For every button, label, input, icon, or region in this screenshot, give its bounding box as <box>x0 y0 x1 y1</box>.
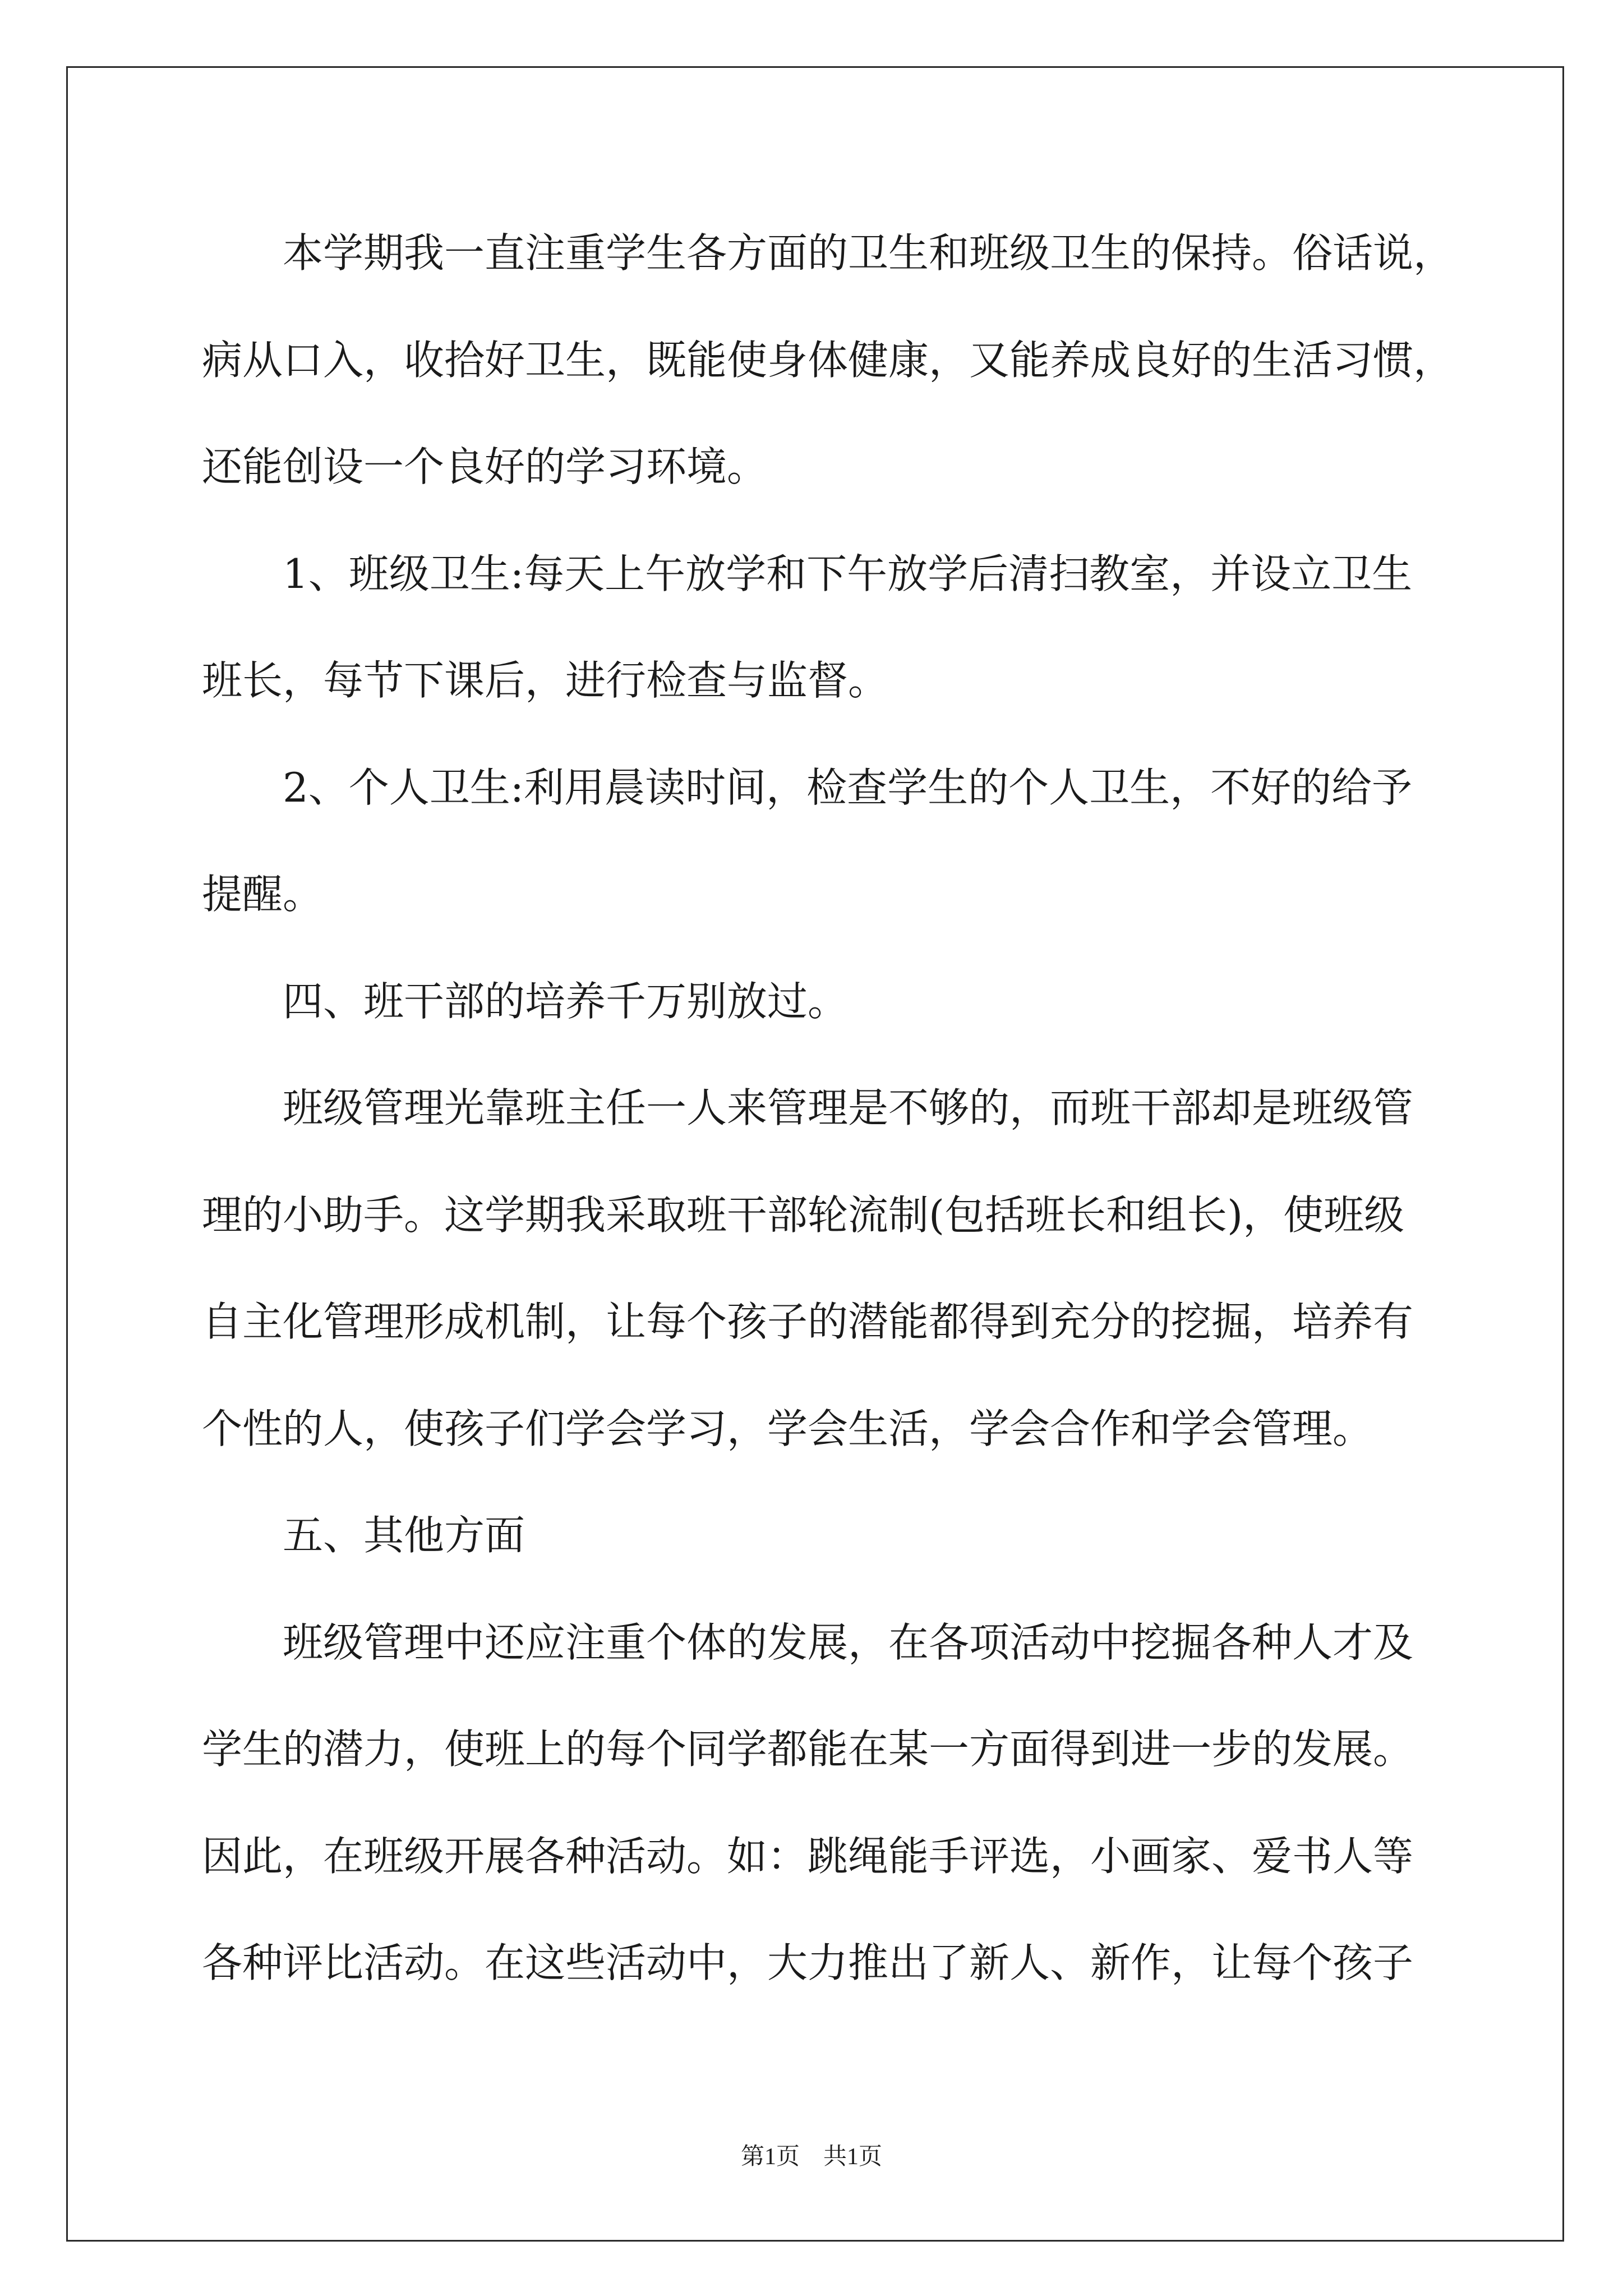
document-body <box>202 200 1492 2017</box>
text-line: 个性的人，使孩子们学会学习，学会生活，学会合作和学会管理。 <box>202 1405 1373 1452</box>
section-heading-other-aspects <box>202 1482 1492 1589</box>
text-line: 1、班级卫生:每天上午放学和下午放学后清扫教室，并设立卫生 <box>283 550 1413 597</box>
paragraph-other-aspects <box>202 1589 1492 2017</box>
paragraph-hygiene-intro <box>202 200 1492 521</box>
section-heading: 五、其他方面 <box>283 1512 525 1559</box>
text-line: 各种评比活动。在这些活动中，大力推出了新人、新作，让每个孩子 <box>202 1939 1414 1986</box>
paragraph-class-cadres <box>202 1055 1492 1482</box>
paragraph-class-hygiene <box>202 521 1492 734</box>
text-line: 自主化管理形成机制，让每个孩子的潜能都得到充分的挖掘，培养有 <box>202 1298 1414 1345</box>
text-line: 本学期我一直注重学生各方面的卫生和班级卫生的保持。俗话说， <box>283 229 1454 277</box>
text-line: 班长，每节下课后，进行检查与监督。 <box>202 657 889 704</box>
text-line: 理的小助手。这学期我采取班干部轮流制(包括班长和组长)，使班级 <box>202 1191 1405 1239</box>
text-line: 2、个人卫生:利用晨读时间，检查学生的个人卫生，不好的给予 <box>283 763 1413 811</box>
text-line: 班级管理中还应注重个体的发展，在各项活动中挖掘各种人才及 <box>283 1618 1414 1666</box>
text-line: 因此，在班级开展各种活动。如：跳绳能手评选，小画家、爱书人等 <box>202 1832 1414 1880</box>
text-line: 病从口入，收拾好卫生，既能使身体健康，又能养成良好的生活习惯， <box>202 336 1454 384</box>
page-number-footer: 第1页 共1页 <box>740 2144 882 2170</box>
section-heading: 四、班干部的培养千万别放过。 <box>283 977 849 1025</box>
text-line: 班级管理光靠班主任一人来管理是不够的，而班干部却是班级管 <box>283 1084 1414 1131</box>
section-heading-class-cadres <box>202 948 1492 1055</box>
text-line: 还能创设一个良好的学习环境。 <box>202 443 768 490</box>
text-line: 提醒。 <box>202 871 324 918</box>
text-line: 学生的潜力，使班上的每个同学都能在某一方面得到进一步的发展。 <box>202 1726 1414 1773</box>
paragraph-personal-hygiene <box>202 734 1492 948</box>
